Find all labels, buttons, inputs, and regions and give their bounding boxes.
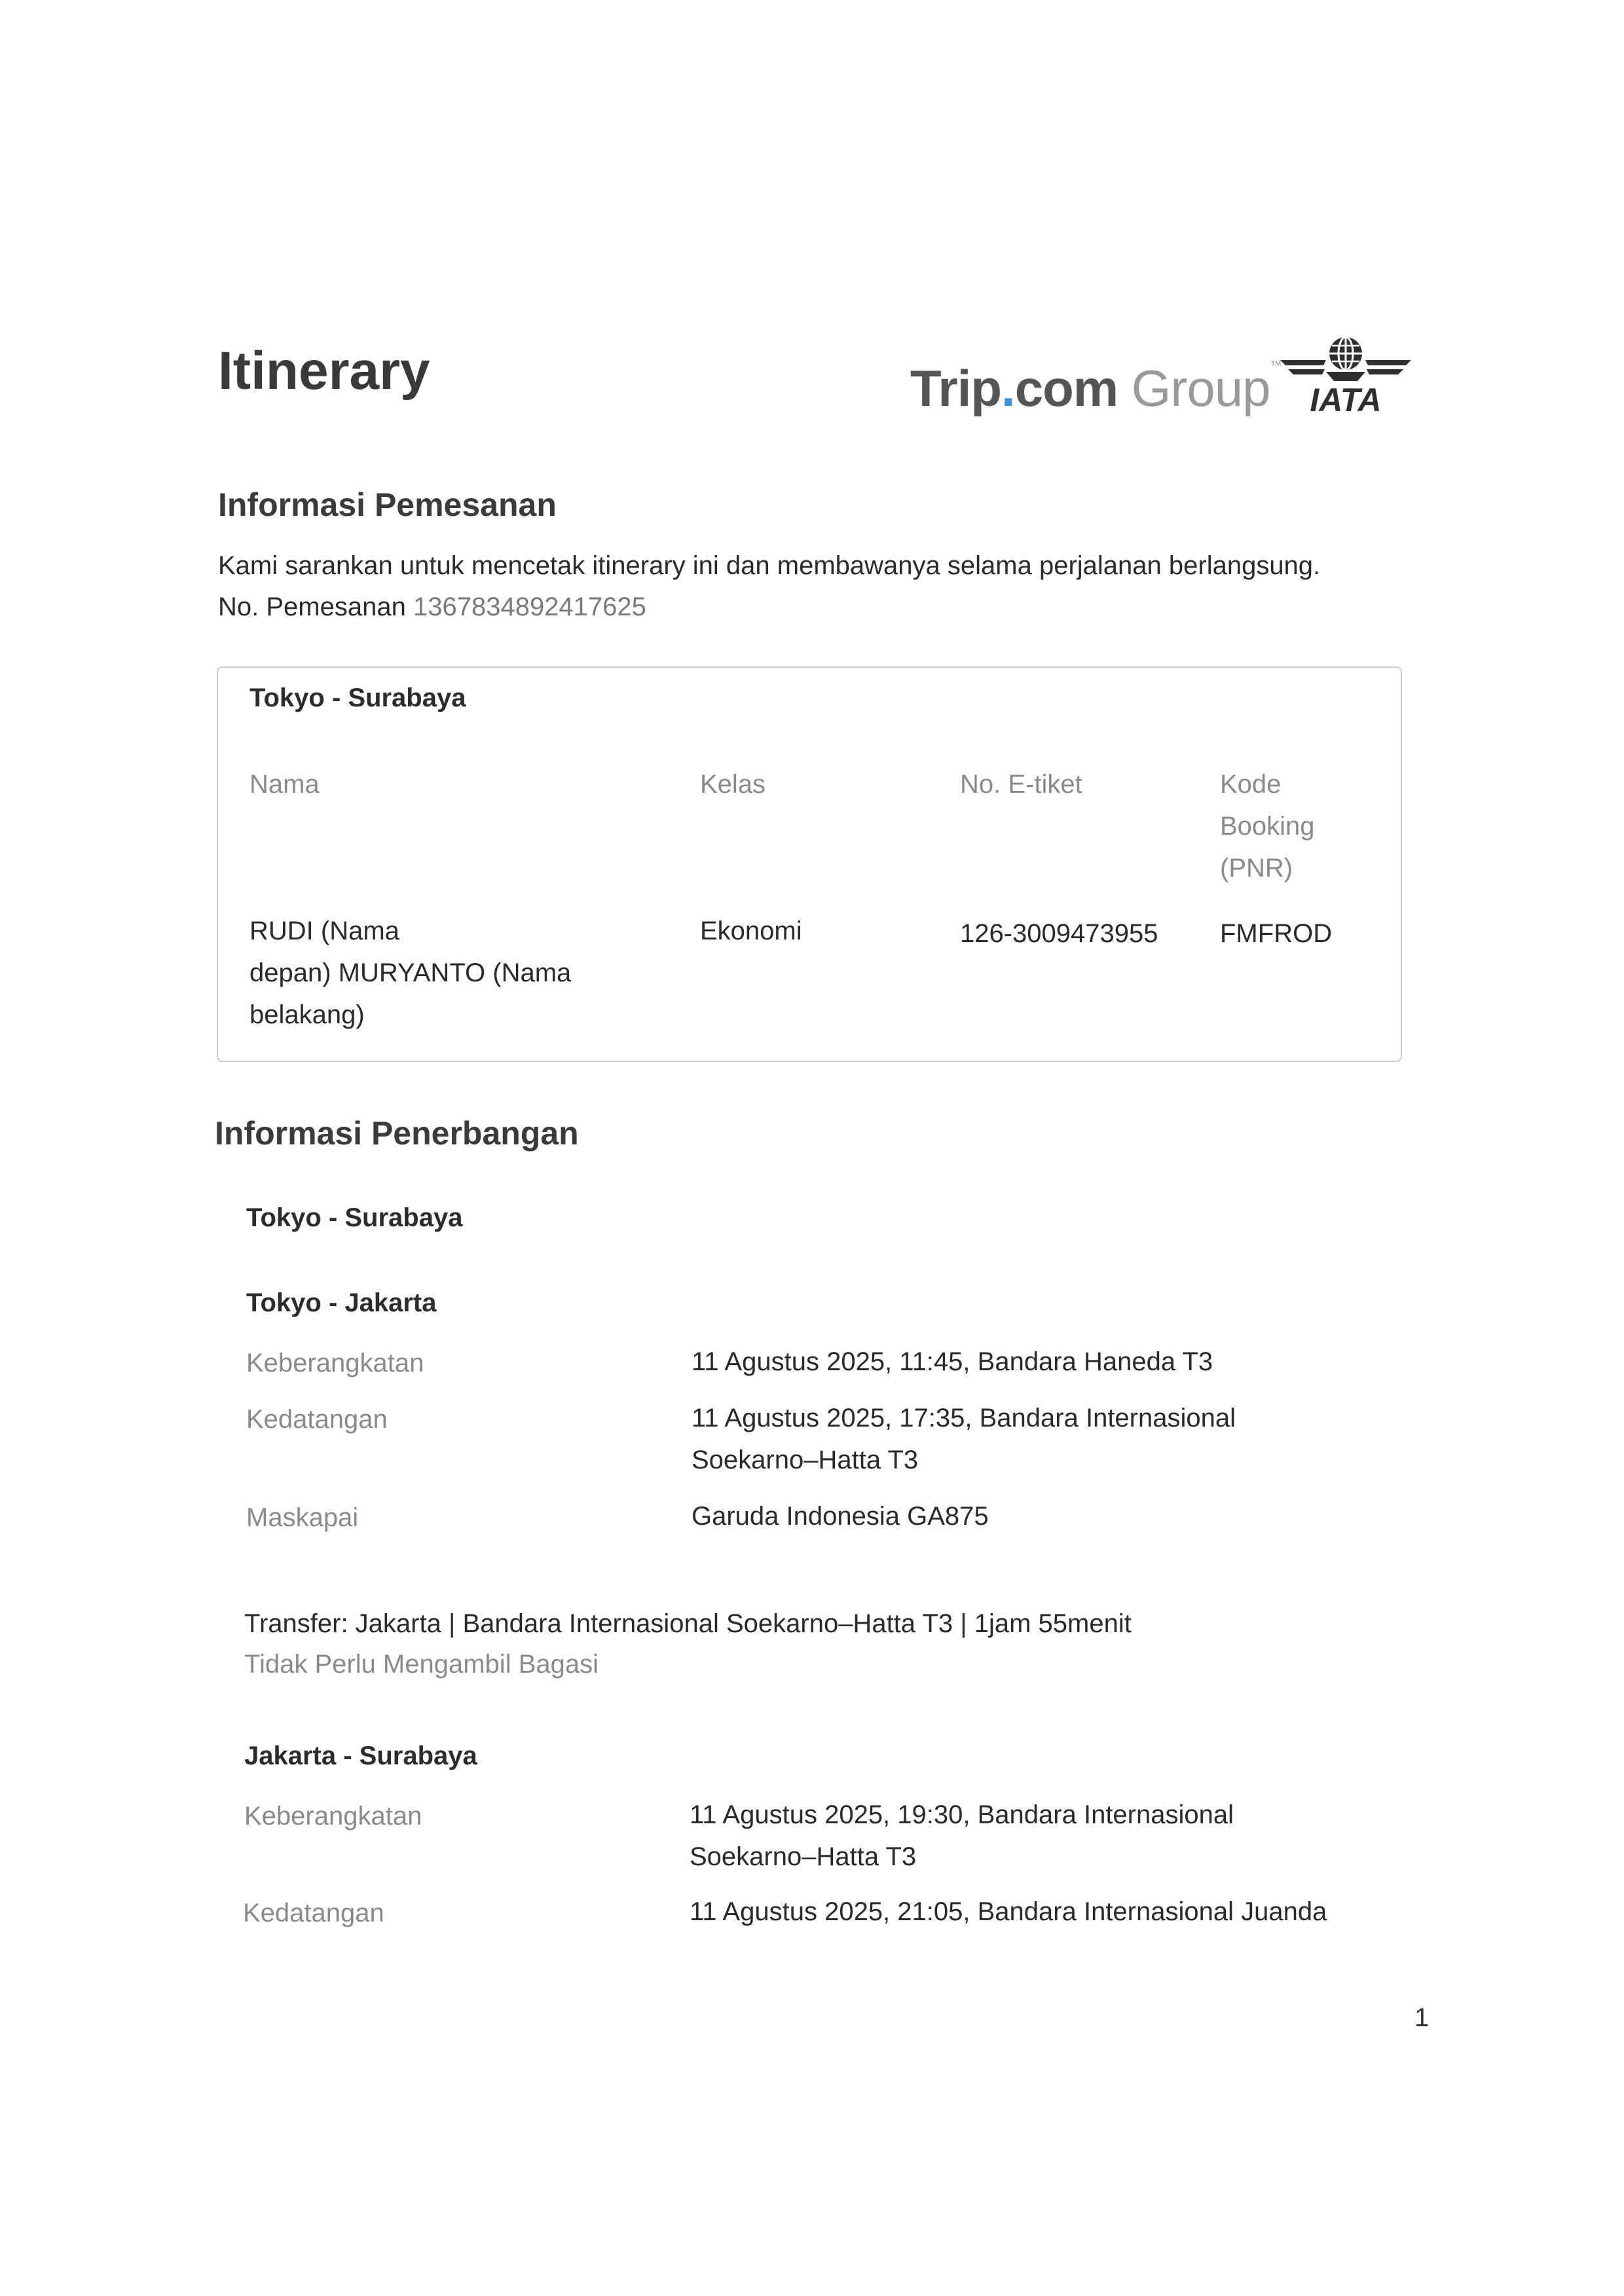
departure-value: 11 Agustus 2025, 11:45, Bandara Haneda T3 — [692, 1347, 1213, 1376]
arrival-value-line1: 11 Agustus 2025, 17:35, Bandara Internasional — [692, 1404, 1236, 1432]
pnr-header-line1: Kode — [1220, 770, 1282, 799]
iata-text: IATA — [1310, 382, 1382, 418]
arrival-label: Kedatangan — [243, 1899, 384, 1927]
logo-com-text: com — [1014, 359, 1118, 417]
arrival-value-line2: Soekarno–Hatta T3 — [692, 1446, 919, 1474]
arrival-value: 11 Agustus 2025, 21:05, Bandara Internasional Juanda — [690, 1897, 1327, 1926]
booking-info-heading: Informasi Pemesanan — [218, 486, 557, 523]
departure-label: Keberangkatan — [244, 1802, 422, 1831]
name-column-header: Nama — [249, 770, 320, 799]
passenger-pnr: FMFROD — [1220, 919, 1333, 948]
segment-title: Tokyo - Jakarta — [246, 1288, 437, 1317]
passenger-eticket: 126-3009473955 — [960, 919, 1158, 948]
passenger-name — [249, 910, 571, 1036]
segment-title: Jakarta - Surabaya — [244, 1741, 477, 1770]
pnr-header-line2: Booking — [1220, 812, 1315, 841]
passenger-name-line3: belakang) — [249, 1000, 365, 1029]
print-advice-text: Kami sarankan untuk mencetak itinerary ini dan membawanya selama perjalanan berlangsung. — [218, 551, 1321, 580]
baggage-note: Tidak Perlu Mengambil Bagasi — [244, 1650, 599, 1679]
page-title: Itinerary — [218, 341, 430, 401]
pnr-header-line3: (PNR) — [1220, 854, 1293, 883]
page-number: 1 — [1414, 2003, 1430, 2032]
eticket-column-header: No. E-tiket — [960, 770, 1082, 799]
logo-dot: . — [1001, 359, 1015, 417]
passenger-class: Ekonomi — [700, 917, 802, 945]
trip-com-group-logo — [910, 359, 1282, 418]
passenger-name-line1: RUDI (Nama — [249, 917, 399, 945]
passenger-name-line2: depan) MURYANTO (Nama — [249, 958, 572, 987]
departure-value-line2: Soekarno–Hatta T3 — [690, 1842, 917, 1871]
class-column-header: Kelas — [700, 770, 766, 799]
arrival-value — [692, 1397, 1236, 1481]
arrival-label: Kedatangan — [246, 1405, 388, 1434]
departure-value-line1: 11 Agustus 2025, 19:30, Bandara Internasional — [690, 1800, 1234, 1829]
departure-value — [690, 1794, 1234, 1878]
passenger-card — [217, 666, 1402, 1062]
logo-group-text: Group — [1131, 359, 1270, 417]
airline-value: Garuda Indonesia GA875 — [692, 1502, 989, 1531]
transfer-info: Transfer: Jakarta | Bandara Internasional Soekarno–Hatta T3 | 1jam 55menit — [244, 1609, 1132, 1638]
card-route-title: Tokyo - Surabaya — [249, 683, 466, 712]
logo-trip-text: Trip — [910, 359, 1002, 417]
pnr-column-header — [1220, 763, 1315, 889]
booking-number-label: No. Pemesanan — [218, 592, 406, 621]
departure-label: Keberangkatan — [246, 1349, 424, 1377]
airline-label: Maskapai — [246, 1503, 359, 1532]
flight-info-heading: Informasi Penerbangan — [215, 1115, 579, 1152]
flight-route-title: Tokyo - Surabaya — [246, 1203, 463, 1232]
logo-trademark: ™ — [1270, 359, 1282, 372]
iata-logo-icon — [1280, 334, 1411, 419]
booking-number-line — [218, 592, 646, 622]
booking-number-value: 1367834892417625 — [413, 592, 646, 621]
